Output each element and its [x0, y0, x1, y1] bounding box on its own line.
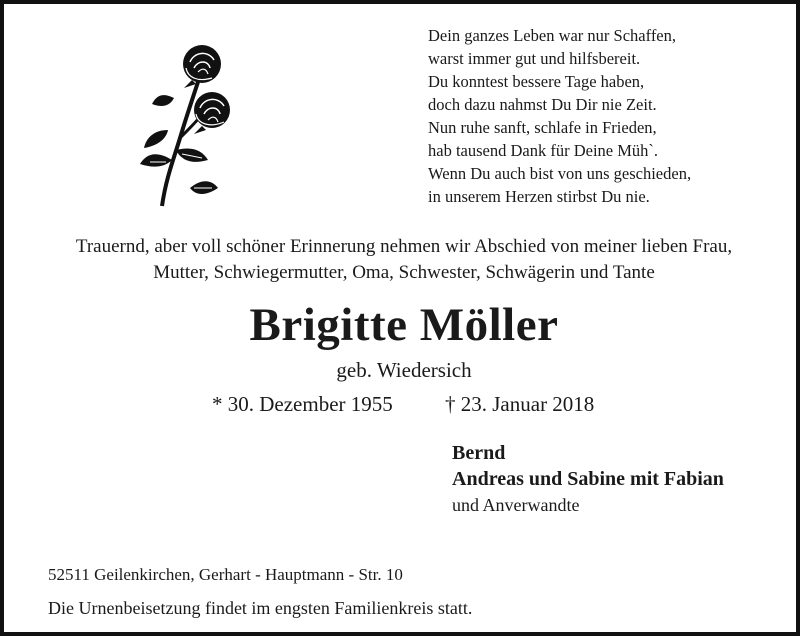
mourner-line: Bernd: [452, 442, 506, 464]
poem-line: warst immer gut und hilfsbereit.: [428, 49, 641, 68]
poem-line: in unserem Herzen stirbst Du nie.: [428, 187, 650, 206]
intro-text: [14, 234, 794, 286]
intro-line: Trauernd, aber voll schöner Erinnerung nehmen wir Abschied von meiner lieben Frau,: [75, 236, 733, 257]
poem-line: Wenn Du auch bist von uns geschieden,: [428, 164, 692, 183]
poem: [428, 24, 788, 208]
rose-icon: [132, 38, 242, 208]
poem-line: doch dazu nahmst Du Dir nie Zeit.: [428, 95, 657, 114]
mourner-line: und Anverwandte: [452, 495, 580, 515]
mourners-list: [452, 440, 797, 518]
poem-line: hab tausend Dank für Deine Müh`.: [428, 141, 659, 160]
address: 52511 Geilenkirchen, Gerhart - Hauptmann - Str. 10: [48, 565, 403, 584]
intro-line: Mutter, Schwiegermutter, Oma, Schwester, Schwägerin und Tante: [153, 262, 655, 283]
poem-line: Dein ganzes Leben war nur Schaffen,: [428, 26, 677, 45]
deceased-name: Brigitte Möller: [249, 299, 559, 351]
birth-date: * 30. Dezember 1955: [212, 392, 393, 416]
funeral-note: Die Urnenbeisetzung findet im engsten Familienkreis statt.: [48, 598, 473, 618]
poem-line: Du konntest bessere Tage haben,: [428, 72, 645, 91]
death-date: † 23. Januar 2018: [445, 392, 595, 416]
maiden-name: geb. Wiedersich: [336, 358, 472, 382]
poem-line: Nun ruhe sanft, schlafe in Frieden,: [428, 118, 657, 137]
mourner-line: Andreas und Sabine mit Fabian: [452, 468, 724, 490]
